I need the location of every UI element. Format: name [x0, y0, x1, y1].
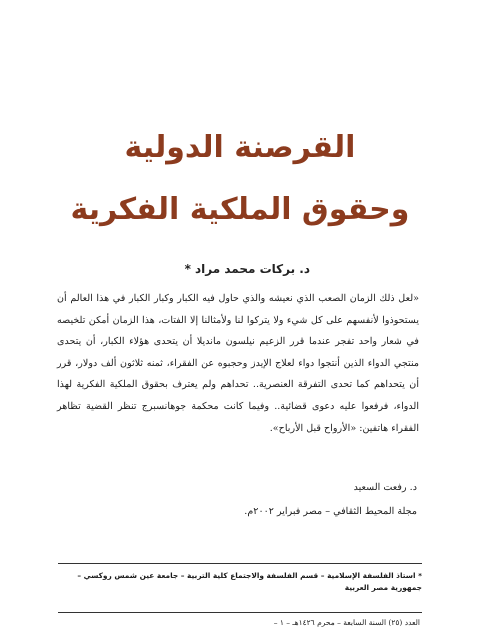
article-title-line-2: وحقوق الملكية الفكرية: [70, 192, 410, 227]
issue-page-line: العدد (٢٥) السنة السابعة – محرم ١٤٢٦هـ – ١ –: [273, 618, 420, 627]
footnote-divider: [58, 563, 422, 564]
article-title-line-1: القرصنة الدولية: [124, 130, 356, 165]
author-name: د. بركات محمد مراد *: [184, 262, 310, 276]
author-footnote: * استاذ الفلسفة الإسلامية – قسم الفلسفة والاجتماع كلية التربية – جامعة عين شمس روكسي – جمهورية مصر العربية: [77, 571, 422, 592]
footer-divider: [58, 612, 422, 613]
quote-attribution-name: د. رفعت السعيد: [353, 482, 417, 493]
quote-attribution-source: مجلة المحيط الثقافي – مصر فبراير ٢٠٠٢م.: [244, 506, 417, 517]
opening-quote: «لعل ذلك الزمان الصعب الذي نعيشه والذي حاول فيه الكبار وكبار الكبار في هذا العالم أن يستحوذوا لأنفسهم على كل شيء ولا يتركوا لنا ولأمثالنا إلا الفتات، هذا الزمان أمكن تلخيصه في شعار واحد تفجر عندما قرر الزعيم نيلسون مانديلا أن يتحدى هؤلاء الكبار، أن يتحدى منتجي الدواء الذين أنتجوا دواء لعلاج الإيدز وحجبوه عن الفقراء، ثمنه ثلاثون ألف دولار، قرر أن يتحداهم كما تحدى التفرقة العنصرية.. تحداهم ولم يعترف بحقوق الملكية الفكرية لهذا الدواء، فرفعوا عليه دعوى قضائية.. وفيما كانت محكمة جوهانسبرج تنظر القضية تظاهر الفقراء هاتفين: «الأرواح قبل الأرباح».: [57, 293, 419, 434]
